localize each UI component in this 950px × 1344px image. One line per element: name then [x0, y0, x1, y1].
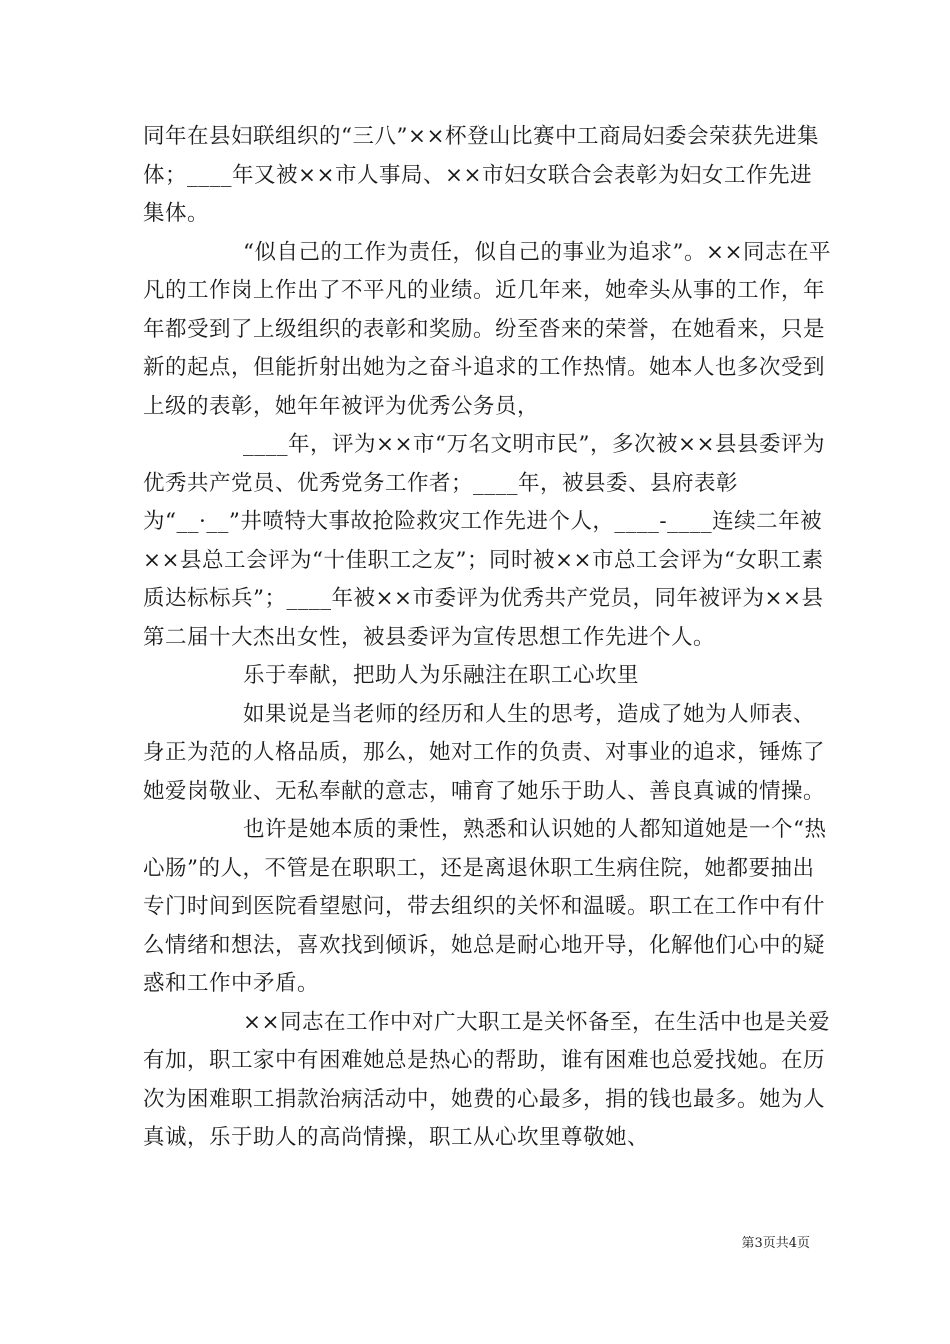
paragraph-2: “似自己的工作为责任，似自己的事业为追求”。××同志在平凡的工作岗上作出了不平凡的业绩。近几年来，她牵头从事的工作，年年都受到了上级组织的表彰和奖励。纷至沓来的荣誉，在她看来，只是新的起点，但能折射出她为之奋斗追求的工作热情。她本人也多次受到上级的表彰，她年年被评为优秀公务员， — [143, 239, 832, 419]
paragraph-1: 同年在县妇联组织的“三八”××杯登山比赛中工商局妇委会荣获先进集体；____年又被××市人事局、××市妇女联合会表彰为妇女工作先进集体。 — [143, 124, 820, 226]
paragraph-3: ____年，评为××市“万名文明市民”，多次被××县县委评为优秀共产党员、优秀党务工作者；____年，被县委、县府表彰为“__·__”井喷特大事故抢险救灾工作先进个人，____-____连续二年被××县总工会评为“十佳职工之友”；同时被××市总工会评为“女职工素质达标标兵”；____年被××市委评为优秀共产党员，同年被评为××县第二届十大杰出女性，被县委评为宣传思想工作先进个人。 — [143, 432, 826, 650]
page-number-footer: 第3页共4页 — [741, 1236, 810, 1251]
section-heading: 乐于奉献，把助人为乐融注在职工心坎里 — [243, 663, 640, 688]
document-body — [143, 118, 833, 1158]
paragraph-5: 也许是她本质的秉性，熟悉和认识她的人都知道她是一个“热心肠”的人，不管是在职职工，还是离退休职工生病住院，她都要抽出专门时间到医院看望慰问，带去组织的关怀和温暖。职工在工作中有什么情绪和想法，喜欢找到倾诉，她总是耐心地开导，化解他们心中的疑惑和工作中矛盾。 — [143, 817, 827, 996]
paragraph-6: ××同志在工作中对广大职工是关怀备至，在生活中也是关爱有加，职工家中有困难她总是热心的帮助，谁有困难也总爱找她。在历次为困难职工捐款治病活动中，她费的心最多，捐的钱也最多。她为人真诚，乐于助人的高尚情操，职工从心坎里尊敬她、 — [143, 1009, 831, 1150]
paragraph-4: 如果说是当老师的经历和人生的思考，造成了她为人师表、身正为范的人格品质，那么，她对工作的负责、对事业的追求，锤炼了她爱岗敬业、无私奉献的意志，哺育了她乐于助人、善良真诚的情操。 — [143, 701, 826, 804]
